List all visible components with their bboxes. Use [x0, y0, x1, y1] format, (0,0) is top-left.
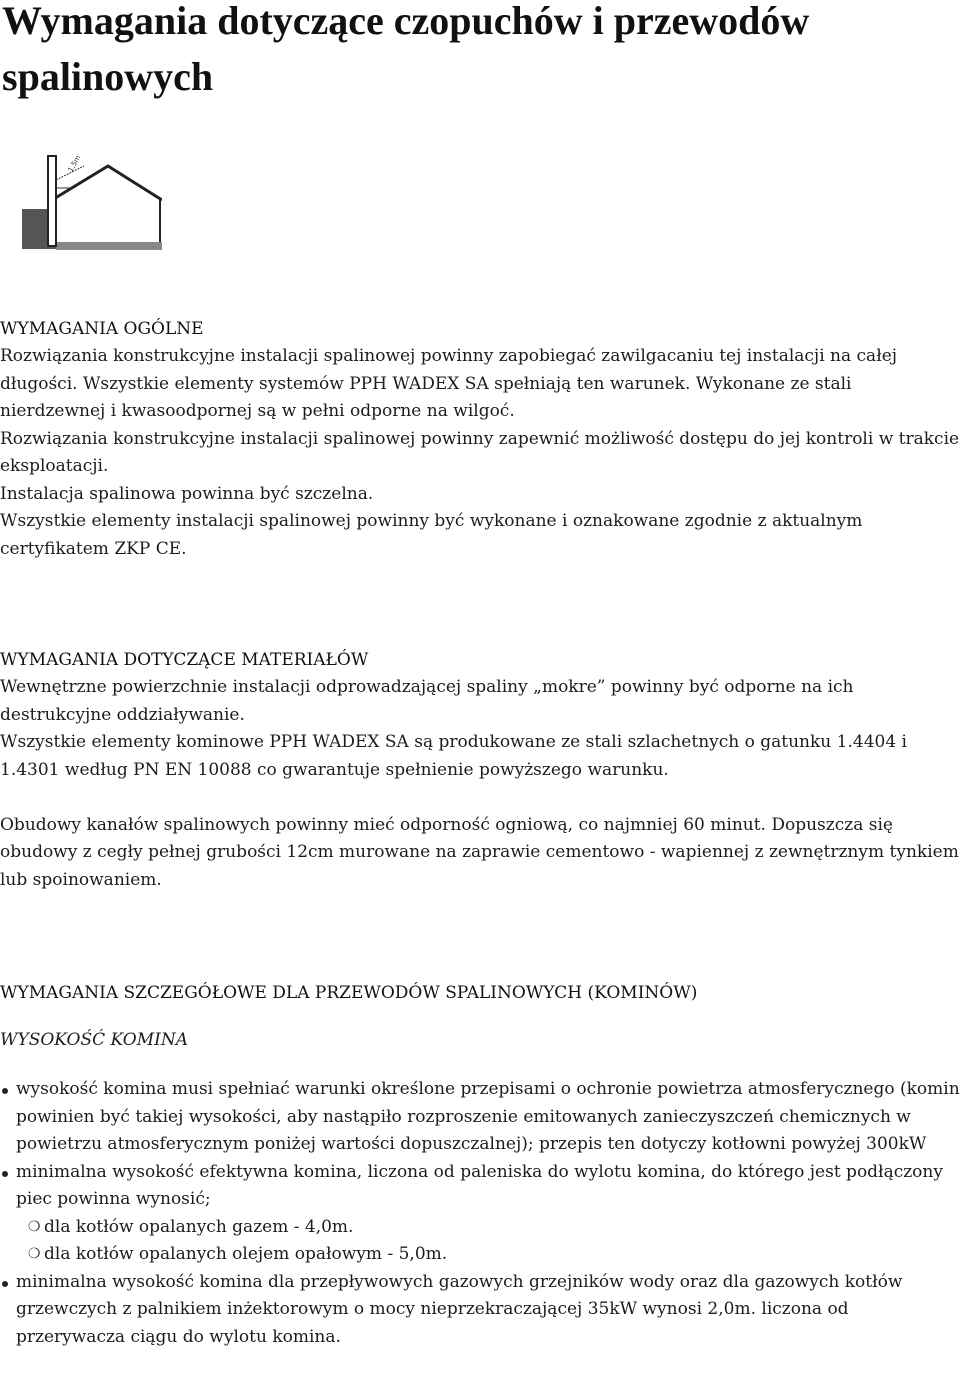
list-item — [0, 1269, 960, 1352]
list-item-text: wysokość komina musi spełniać warunki określone przepisami o ochronie powietrza atmosferycznego (komin powinien być takiej wysokości, aby nastąpiło rozproszenie emitowanych zanieczyszczeń chemicznych w powietrzu atmosferycznym poniżej wartości dopuszczalnej); przepis ten dotyczy kotłowni powyżej 300kW — [16, 1079, 960, 1154]
sub-list-item — [16, 1214, 960, 1242]
requirements-list — [0, 1076, 960, 1351]
paragraph: Wszystkie elementy instalacji spalinowej powinny być wykonane i oznakowane zgodnie z aktualnym certyfikatem ZKP CE. — [0, 511, 863, 559]
paragraph: Instalacja spalinowa powinna być szczelna. — [0, 483, 374, 504]
paragraph: Wewnętrzne powierzchnie instalacji odprowadzającej spaliny „mokre” powinny być odporne na ich destrukcyjne oddziaływanie. — [0, 677, 854, 725]
list-item-text: minimalna wysokość efektywna komina, liczona od paleniska do wylotu komina, do którego jest podłączony piec powinna wynosić; — [16, 1161, 943, 1209]
angle-label: 1,5m — [66, 153, 83, 174]
chimney-roof-diagram-icon — [22, 130, 162, 252]
list-item — [0, 1159, 960, 1269]
circle-bullet-icon: ❍ — [28, 1218, 41, 1235]
sub-list-item-text: dla kotłów opalanych gazem - 4,0m. — [44, 1216, 354, 1237]
paragraph: Rozwiązania konstrukcyjne instalacji spalinowej powinny zapobiegać zawilgacaniu tej instalacji na całej długości. Wszystkie elementy systemów PPH WADEX SA spełniają ten warunek. Wykonane ze stali nierdzewnej i kwasoodpornej są w pełni odporne na wilgoć. — [0, 346, 898, 421]
list-item-text: minimalna wysokość komina dla przepływowych gazowych grzejników wody oraz dla gazowych kotłów grzewczych z palnikiem inżektorowym o mocy nieprzekraczającej 35kW wynosi 2,0m. liczona od przerywacza ciągu do wylotu komina. — [16, 1271, 903, 1347]
paragraph: Rozwiązania konstrukcyjne instalacji spalinowej powinny zapewnić możliwość dostępu do jej kontroli w trakcie eksploatacji. — [0, 428, 960, 476]
section-detailed-requirements — [0, 980, 960, 1351]
circle-bullet-icon: ❍ — [28, 1246, 41, 1262]
sub-list-item — [16, 1241, 960, 1269]
subsection-heading: WYSOKOŚĆ KOMINA — [0, 1030, 188, 1050]
section-heading: WYMAGANIA OGÓLNE — [0, 319, 204, 339]
paragraph: Wszystkie elementy kominowe PPH WADEX SA są produkowane ze stali szlachetnych o gatunku 1.4404 i 1.4301 według PN EN 10088 co gwarantuje spełnienie powyższego warunku. — [0, 732, 907, 780]
sub-list-item-text: dla kotłów opalanych olejem opałowym - 5,0m. — [44, 1244, 448, 1264]
section-heading: WYMAGANIA DOTYCZĄCE MATERIAŁÓW — [0, 650, 369, 670]
paragraph: Obudowy kanałów spalinowych powinny mieć odporność ogniową, co najmniej 60 minut. Dopuszcza się obudowy z cegły pełnej grubości 12cm murowane na zaprawie cementowo - wapiennej z zewnętrznym tynkiem lub spoinowaniem. — [0, 814, 959, 890]
section-materials-requirements — [0, 647, 960, 894]
list-item — [0, 1076, 960, 1159]
page-title: Wymagania dotyczące czopuchów i przewodów spalinowych — [2, 0, 810, 99]
section-heading: WYMAGANIA SZCZEGÓŁOWE DLA PRZEWODÓW SPALINOWYCH (KOMINÓW) — [0, 983, 698, 1003]
section-general-requirements — [0, 316, 960, 563]
sub-list — [16, 1214, 960, 1269]
